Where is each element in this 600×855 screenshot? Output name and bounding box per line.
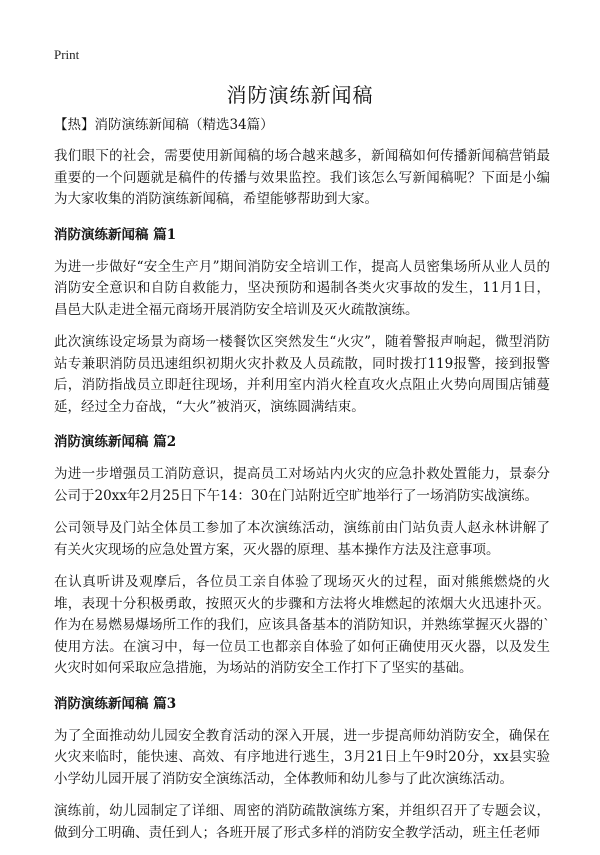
intro-paragraph: 我们眼下的社会，需要使用新闻稿的场合越来越多，新闻稿如何传播新闻稿营销最重要的一个问题就是稿件的传播与效果监控。我们该怎么写新闻稿呢？下面是小编为大家收集的消防演练新闻稿，希望能够帮助到大家。 — [54, 148, 550, 207]
section-3-paragraph-1: 为了全面推动幼儿园安全教育活动的深入开展，进一步提高师幼消防安全，确保在火灾来临时，能快速、高效、有序地进行逃生，3月21日上午9时20分，xx县实验小学幼儿园开展了消防安全演练活动，全体教师和幼儿参与了此次演练活动。 — [54, 727, 550, 787]
section-1-paragraph-2: 此次演练设定场景为商场一楼餐饮区突然发生“火灾”，随着警报声响起，微型消防站专兼职消防员迅速组织初期火灾扑救及人员疏散，同时拨打119报警，接到报警后，消防指战员立即赶往现场，并利用室内消火栓直攻火点阻止火势向周围店铺蔓延，经过全力奋战，“大火”被消灭，演练圆满结束。 — [54, 334, 550, 415]
print-link[interactable]: Print — [54, 47, 80, 62]
section-heading-1: 消防演练新闻稿 篇1 — [54, 226, 177, 243]
article-body — [54, 114, 550, 855]
section-2-paragraph-3: 在认真听讲及观摩后，各位员工亲自体验了现场灭火的过程，面对熊熊燃烧的火堆，表现十分积极勇敢，按照灭火的步骤和方法将火堆燃起的浓烟大火迅速扑灭。作为在易燃易爆场所工作的我们，应该具备基本的消防知识，并熟练掌握灭火器的`使用方法。在演习中，每一位员工也都亲自体验了如何正确使用灭火器，以及发生火灾时如何采取应急措施，为场站的消防安全工作打下了坚实的基础。 — [54, 574, 550, 676]
section-1-paragraph-1: 为进一步做好“安全生产月”期间消防安全培训工作，提高人员密集场所从业人员的消防安全意识和自防自救能力，坚决预防和遏制各类火灾事故的发生，11月1日，昌邑大队走进全福元商场开展消防安全培训及灭火疏散演练。 — [54, 258, 550, 318]
section-heading-2: 消防演练新闻稿 篇2 — [54, 434, 177, 450]
section-2-paragraph-2: 公司领导及门站全体员工参加了本次演练活动，演练前由门站负责人赵永林讲解了有关火灾现场的应急处置方案，灭火器的原理、基本操作方法及注意事项。 — [54, 520, 550, 558]
section-3-paragraph-2: 演练前，幼儿园制定了详细、周密的消防疏散演练方案，并组织召开了专题会议，做到分工明确、责任到人；各班开展了形式多样的消防安全教学活动，班主任老师 — [54, 803, 550, 841]
section-2-paragraph-1: 为进一步增强员工消防意识，提高员工对场站内火灾的应急扑救处置能力，景泰分公司于20xx年2月25日下午14：30在门站附近空旷地举行了一场消防实战演练。 — [54, 466, 550, 504]
section-heading-3: 消防演练新闻稿 篇3 — [54, 695, 177, 712]
article-subtitle: 【热】消防演练新闻稿（精选34篇） — [54, 117, 274, 133]
page-title: 消防演练新闻稿 — [226, 83, 374, 107]
